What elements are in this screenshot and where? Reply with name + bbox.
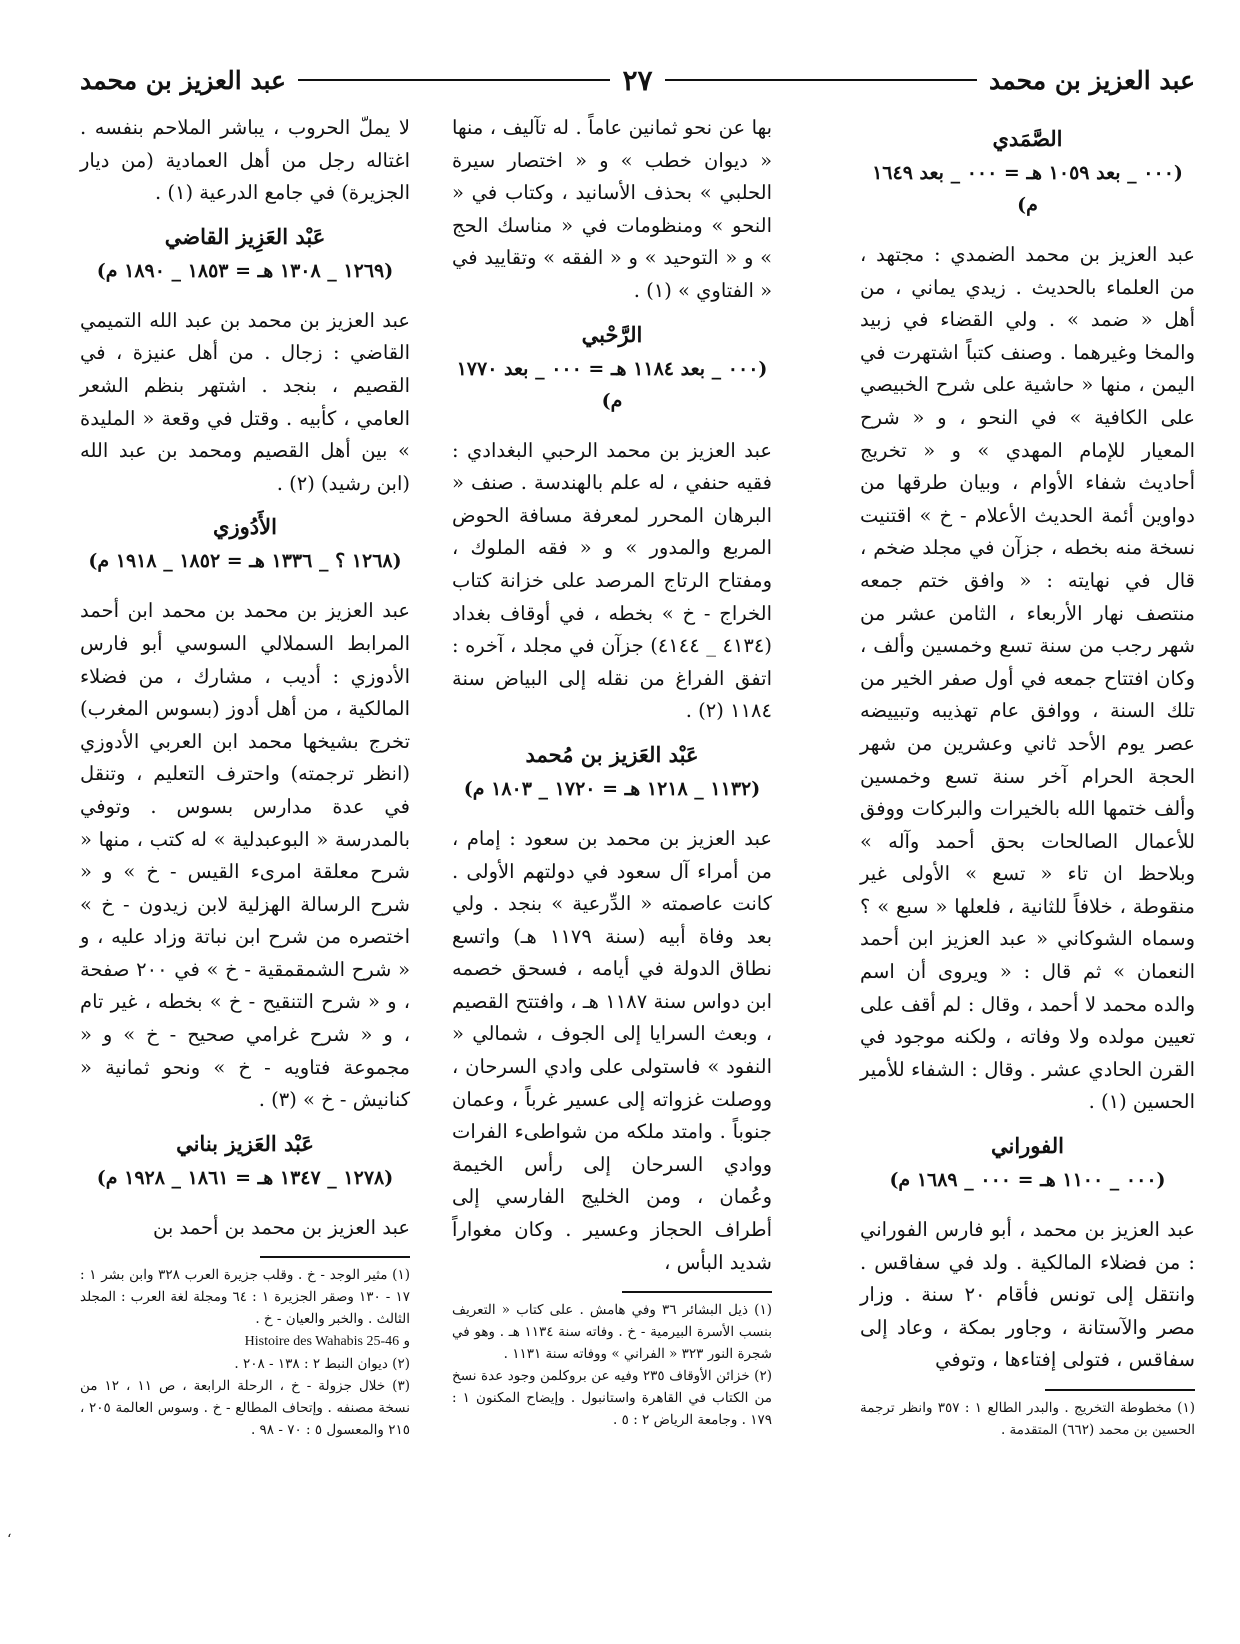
footnotes — [80, 1264, 410, 1441]
continuation-text: بها عن نحو ثمانين عاماً . له تآليف ، منها « ديوان خطب » و « اختصار سيرة الحلبي » بحذف الأسانيد ، وكتاب في « النحو » ومنظومات في « مناسك الحج » و « التوحيد » و « الفقه » وتقاييد في « الفتاوي » (١) . — [452, 116, 772, 302]
entry-title: الرَّحْبي — [581, 321, 643, 347]
entry-body: عبد العزيز بن محمد بن سعود : إمام ، من أمراء آل سعود في دولتهم الأولى . كانت عاصمته « الدِّرعية » بنجد . ولي بعد وفاة أبيه (سنة ١١٧٩ هـ) واتسع نطاق الدولة في أيامه ، فسحق خصمه ابن دواس سنة ١١٨٧ هـ ، وافتتح القصيم ، وبعث السرايا إلى الجوف ، شمالي « النفود » فاستولى على وادي السرحان ، ووصلت غزواته إلى عسير غرباً ، وعمان جنوباً . وامتد ملكه من شواطىء الفرات ووادي السرحان إلى رأس الخيمة وعُمان ، ومن الخليج الفارسي إلى أطراف الحجاز وعسير . وكان مغواراً شديد البأس ، — [452, 826, 772, 1274]
right-column — [860, 112, 1195, 1441]
entry-body: عبد العزيز بن محمد بن أحمد بن — [153, 1215, 410, 1239]
entry-body: عبد العزيز بن محمد الرحبي البغدادي : فقيه حنفي ، له علم بالهندسة . صنف « البرهان المحرر لمعرفة مسافة الحوض المربع والمدور » و « فقه الملوك ، ومفتاح الرتاج المرصد على خزانة كتاب الخراج - خ » بخطه ، في أوقاف بغداد (٤١٣٤ _ ٤١٤٤) جزآن في مجلد ، آخره : اتفق الفراغ من نقله إلى البياض سنة ١١٨٤ (٢) . — [452, 438, 772, 723]
entry-dates: (١١٣٢ _ ١٢١٨ هـ = ١٧٢٠ _ ١٨٠٣ م) — [463, 777, 761, 800]
latin-reference: Histoire des Wahabis 25-46 — [244, 1334, 400, 1350]
entry-body: عبد العزيز بن محمد بن عبد الله التميمي القاضي : زجال . من أهل عنيزة ، في القصيم ، بنجد . اشتهر بنظم الشعر العامي ، كأبيه . وقتل في وقعة « المليدة » بين أهل القصيم ومحمد بن عبد الله (ابن رشيد) (٢) . — [80, 308, 410, 495]
entry-body: عبد العزيز بن محمد بن محمد ابن أحمد المرابط السملالي السوسي أبو فارس الأدوزي : أديب ، مشارك ، من فضلاء المالكية ، من أهل أدوز (بسوس المغرب) تخرج بشيخها محمد ابن العربي الأدوزي (انظر ترجمته) واحترف التعليم ، وتنقل في عدة مدارس بسوس . وتوفي بالمدرسة « البوعبدلية » له كتب ، منها « شرح معلقة امرىء القيس - خ » و « شرح الرسالة الهزلية لابن زيدون - خ » اختصره من شرح ابن نباتة وزاد عليه ، و « شرح الشمقمقية - خ » في ٢٠٠ صفحة ، و « شرح التنقيح - خ » بخطه ، غير تام ، و « شرح غرامي صحيح - خ » و « مجموعة فتاويه - خ » ونحو ثمانية « كنانيش - خ » (٣) . — [80, 599, 410, 1112]
entry-dates: (١٢٦٩ _ ١٣٠٨ هـ = ١٨٥٣ _ ١٨٩٠ م) — [96, 259, 394, 282]
running-header — [80, 60, 1195, 100]
footnote: (٣) خلال جزولة - خ ، الرحلة الرابعة ، ص ١١ ، ١٢ من نسخة مصنفه . وإتحاف المطالع - خ . وسوس العالمة ٢٠٥ ، ٢١٥ والمعسول ٥ : ٧٠ - ٩٨ . — [80, 1378, 410, 1439]
header-rule — [298, 79, 611, 81]
page-number: ٢٧ — [622, 63, 653, 97]
header-left-title: عبد العزيز بن محمد — [79, 65, 286, 95]
entry-title: الأَدُوزي — [213, 514, 277, 540]
footnote: (٢) ديوان النبط ٢ : ١٣٨ - ٢٠٨ . — [234, 1356, 410, 1373]
entry-title: عَبْد العَزِيز القاضي — [164, 223, 326, 249]
left-column — [80, 112, 410, 1441]
entry-dates: (١٢٧٨ _ ١٣٤٧ هـ = ١٨٦١ _ ١٩٢٨ م) — [96, 1166, 394, 1189]
entry-dates: (١٢٦٨ ؟ _ ١٣٣٦ هـ = ١٨٥٢ _ ١٩١٨ م) — [88, 550, 402, 573]
entry-dates: (٠٠٠ _ بعد ١١٨٤ هـ = ٠٠٠ _ بعد ١٧٧٠ م) — [456, 357, 768, 412]
entry-title: الفوراني — [990, 1133, 1065, 1159]
entry-body: عبد العزيز بن محمد ، أبو فارس الفوراني : من فضلاء المالكية . ولد في سفاقس . وانتقل إلى تونس فأقام ٢٠ سنة . وزار مصر والآستانة ، وجاور بمكة ، وعاد إلى سفاقس ، فتولى إفتاءها ، وتوفي — [860, 1218, 1196, 1372]
entry-title: عَبْد العَزيز بن مُحمد — [525, 741, 699, 767]
header-right-title: عبد العزيز بن محمد — [989, 65, 1195, 95]
footnote: (١) مثير الوجد - خ . وقلب جزيرة العرب ٣٢٨ وابن بشر ١ : ١٧ - ١٣٠ وصقر الجزيرة ١ : ٦٤ ومجلة لغة العرب : المجلد الثالث . والخبر والعيان - خ . — [80, 1267, 410, 1328]
header-rule — [665, 79, 978, 81]
footnote: (١) ذيل البشائر ٣٦ وفي هامش . على كتاب « التعريف بنسب الأسرة البيرمية - خ . وفاته سنة ١١٣٤ هـ . وهو في شجرة النور ٣٢٣ « الفراني » ووفاته سنة ١١٣١ . — [452, 1302, 772, 1363]
entry-title: الصَّمَدي — [992, 126, 1063, 151]
footnote: (١) مخطوطة التخريج . والبدر الطالع ١ : ٣٥٧ وانظر ترجمة الحسين بن محمد (٦٦٢) المتقدمة . — [860, 1400, 1195, 1438]
footnote-rule — [1045, 1389, 1195, 1391]
footnote-latin-prefix: و — [403, 1333, 410, 1350]
footnotes — [860, 1397, 1195, 1441]
entry-dates: (٠٠٠ _ بعد ١٠٥٩ هـ = ٠٠٠ _ بعد ١٦٤٩ م) — [872, 162, 1183, 216]
middle-column — [452, 112, 772, 1431]
entry-body: عبد العزيز بن محمد الضمدي : مجتهد ، من العلماء بالحديث . زيدي يماني ، من أهل « ضمد » . ولي القضاء في زبيد والمخا وغيرهما . وصنف كتباً اشتهرت في اليمن ، منها « حاشية على شرح الخبيصي على الكافية » في النحو ، و « شرح المعيار للإمام المهدي » و « تخريج أحاديث شفاء الأوام ، وبيان طرقها من دواوين أئمة الحديث الأعلام - خ » اقتنيت نسخة منه بخطه ، جزآن في مجلد ضخم ، قال في نهايته : « وافق ختم جمعه منتصف نهار الأربعاء ، الثامن عشر من شهر رجب من سنة تسع وخمسين وألف ، وكان افتتاح جمعه في أول صفر الخير من تلك السنة ، ووافق عام تهذيبه وتبييضه عصر يوم الأحد ثاني وعشرين من شهر الحجة الحرام آخر سنة تسع وخمسين وألف ختمها الله بالخيرات والبركات ووفق للأعمال الصالحات بحق أحمد وآله » وبلاحظ ان تاء « تسع » الأولى غير منقوطة ، خلافاً للثانية ، فلعلها « سبع » ؟ وسماه الشوكاني « عبد العزيز ابن أحمد النعمان » ثم قال : « ويروى أن اسم والده محمد لا أحمد ، وقال : لم أقف على تعيين مولده ولا وفاته ، ولكنه موجود في القرن الحادي عشر . وقال : الشفاء للأمير الحسين (١) . — [860, 243, 1195, 1114]
footnote-rule — [260, 1256, 410, 1258]
continuation-text: لا يملّ الحروب ، يباشر الملاحم بنفسه . اغتاله رجل من أهل العمادية (من ديار الجزيرة) في جامع الدرعية (١) . — [80, 116, 410, 205]
entry-dates: (٠٠٠ _ ١١٠٠ هـ = ٠٠٠ _ ١٦٨٩ م) — [889, 1169, 1166, 1192]
footnotes — [452, 1299, 772, 1431]
footnote: (٢) خزائن الأوقاف ٢٣٥ وفيه عن بروكلمن وجود عدة نسخ من الكتاب في القاهرة واستانبول . وإيضاح المكنون ١ : ١٧٩ . وجامعة الرياض ٢ : ٥ . — [452, 1368, 773, 1429]
footnote-rule — [622, 1291, 772, 1293]
entry-title: عَبْد العَزيز بناني — [176, 1130, 314, 1156]
margin-mark: ʻ — [7, 1532, 12, 1548]
footnote-latin-ref — [80, 1330, 410, 1353]
